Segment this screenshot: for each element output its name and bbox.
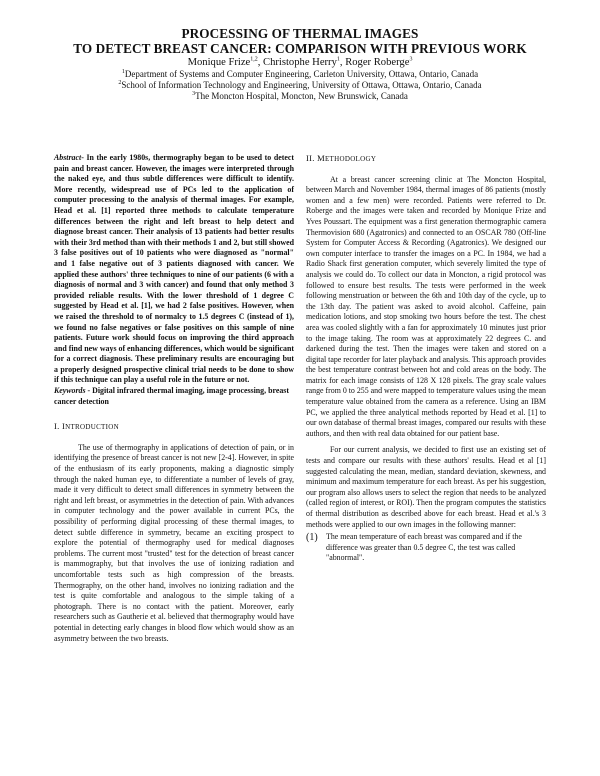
affiliation-number: 2: [118, 80, 122, 86]
author-affil-mark: 1,2: [250, 56, 258, 63]
affiliation: [0, 80, 600, 91]
author-affil-mark: 3: [409, 56, 413, 63]
affiliation-text: Department of Systems and Computer Engineering, Carleton University, Ottawa, Ontario, Canada: [124, 69, 479, 79]
section-heading-rest: NTRODUCTION: [65, 423, 119, 432]
section-heading-prefix: II. M: [306, 153, 325, 163]
section-heading-methodology: [306, 153, 546, 165]
affiliation-text: The Moncton Hospital, Moncton, New Brunswick, Canada: [195, 91, 408, 101]
title-line-2: TO DETECT BREAST CANCER: COMPARISON WITH PREVIOUS WORK: [73, 41, 527, 56]
title-block: [0, 26, 600, 102]
section-heading-introduction: [54, 421, 294, 433]
right-column: [306, 153, 546, 564]
section-heading-prefix: I. I: [54, 421, 66, 432]
affiliation-number: 3: [192, 91, 196, 97]
abstract-label: Abstract: [54, 153, 82, 162]
intro-paragraph: The use of thermography in applications of detection of pain, or in identifying the presence of breast cancer is not new [2-4]. However, in spite of the enthusiasm of its early proponents, making a diagnostic simply through the naked human eye, to differentiate a number of levels of gray, made it very difficult to detect small differences in symmetry between the right and left breast, or asymmetries in the detection of pain. With advances in computer technology and the power available in current PCs, the possibility of performing digital processing of these thermal images, to detect subtle difference in symmetry, became an exciting prospect to explore the potential of thermography used for medical diagnoses problems. The current most "trusted" test for the detection of breast cancer is mammography, but that involves the use of ionizing radiation and uncomfortable tests such as high compression of the breasts. Thermography, on the other hand, involves no ionizing radiation and the test is quite comfortable and analogous to the simple taking of a photograph. There is no contact with the patient. Moreover, early researchers such as Gautherie et al. believed that thermography would have potential in detecting early changes in blood flow which would show as an asymmetry between the two breasts.: [54, 442, 294, 643]
list-number: (1): [306, 532, 318, 544]
methodology-paragraph-2: For our current analysis, we decided to first use an existing set of tests and compare our results with these authors' results. Head et al [1] suggested calculating the mean, median, standard deviation, skewness, and minimum and maximum temperature for each breast. As per his suggestion, our program also allows users to select the region that needs to be analyzed (called region of interest, or ROI). Then the program computes the statistics of thermal distribution as described above for each breast. Head et al.'s 3 methods were applied to our own images in the following manner:: [306, 445, 546, 529]
affiliation-text: School of Information Technology and Engineering, University of Ottawa, Ottawa, Ontario, Canada: [121, 80, 482, 90]
keywords-label: Keywords: [54, 386, 86, 396]
author-name: Christophe Herry: [263, 57, 337, 68]
affiliation-number: 1: [121, 69, 125, 75]
keywords: [54, 386, 294, 407]
affiliation: [0, 69, 600, 80]
title-line-1: PROCESSING OF THERMAL IMAGES: [181, 26, 419, 41]
list-text: The mean temperature of each breast was compared and if the difference was greater than 0.5 degree C, the test was called "abnormal".: [326, 532, 522, 563]
author-name: Monique Frize: [187, 57, 251, 68]
author-list: Monique Frize$^{1,2}$, Christophe Herry$^1$, Roger Roberge$^3$: [187, 56, 413, 68]
author-name: Roger Roberge: [345, 57, 410, 68]
author-affil-mark: 1: [336, 56, 340, 63]
keywords-text: - Digital infrared thermal imaging, image processing, breast cancer detection: [54, 386, 289, 406]
affiliation: [0, 91, 600, 102]
paper-title: [0, 26, 600, 56]
section-heading-rest: ETHODOLOGY: [324, 155, 377, 163]
abstract-text: - In the early 1980s, thermography began to be used to detect pain and breast cancer. However, the images were interpreted through the naked eye, and thus subtle differences were difficult to identify. More recently, widespread use of PCs led to the application of computer processing to the analysis of thermal images. For example, Head et al. [1] reported three methods to calculate temperature differences between the right and left breast to help detect and diagnose breast cancer. Their analysis of 13 patients had better results with their 3rd method than with their methods 1 and 2, but still showed 3 false positives out of 10 patients who were diagnosed as "normal" and 1 false negative out of 3 patients diagnosed with cancer. We applied these authors' three techniques to nine of our patients (6 with a diagnosis of normal and 3 with cancer) and found that only method 3 provided reliable results. With the lower threshold of 1 degree C suggested by Head et al. [1], we had 2 false positives. However, when we raised the threshold to of normalcy to 1.5 degrees C (instead of 1), we found no false negatives or false positives on this sample of nine patients. Future work should focus on improving the third approach and find new ways of enhancing differences, which would be significant for a correct diagnosis. These preliminary results are encouraging but a properly designed prospective clinical trial needs to be done to show if this technique can play a useful role in the future or not.: [54, 153, 294, 385]
abstract: [54, 153, 294, 386]
methodology-paragraph-1: At a breast cancer screening clinic at The Moncton Hospital, between March and November 1984, thermal images of 86 patients (mostly women and a few men) were recorded. Patients were referred to Dr. Roberge and the images were taken and recorded by Monique Frize and Yves Poussart. The equipment was a first generation thermographic camera Thermovision 680 (Agatronics) and connected to an OSCAR 780 (Off-line System for Computer Access & Recording (Agatronics). We designed our own computer interface to transfer the images on a PC. In 1984, we had a Radio Shack first generation computer, which severely limited the type of analysis we could do. To collect our data in Moncton, a rigid protocol was followed to ensure best results. The tests were performed in the week following menstruation or between the 6th and 10th day of the cycle, up to the 13th day. The patient was asked to avoid alcohol. Caffeine, pain medication lotions, and stop smoking two hours before the test. The chest area was cooled slightly with a fan for approximately 10 minutes just prior to the image taking. The room was at approximately 22 degrees C. and darkened during the test. Then the images were taken and stored on a digital tape recorder for later playback and analysis. This approach provides the best temperature contrast between hot and cold areas on the body. The matrix for each image consists of 128 X 128 pixels. The gray scale values range from 0 to 255 and were mapped to temperature values using the mean temperature value obtained from the camera as a reference. Using an IBM PC, we applied the three analytical methods reported by Head et al. [1] to our own database of thermal breast images, compared our results with these authors, and then with real data obtained for our patient base.: [306, 174, 546, 438]
list-item: [306, 532, 546, 564]
left-column: [54, 153, 294, 644]
